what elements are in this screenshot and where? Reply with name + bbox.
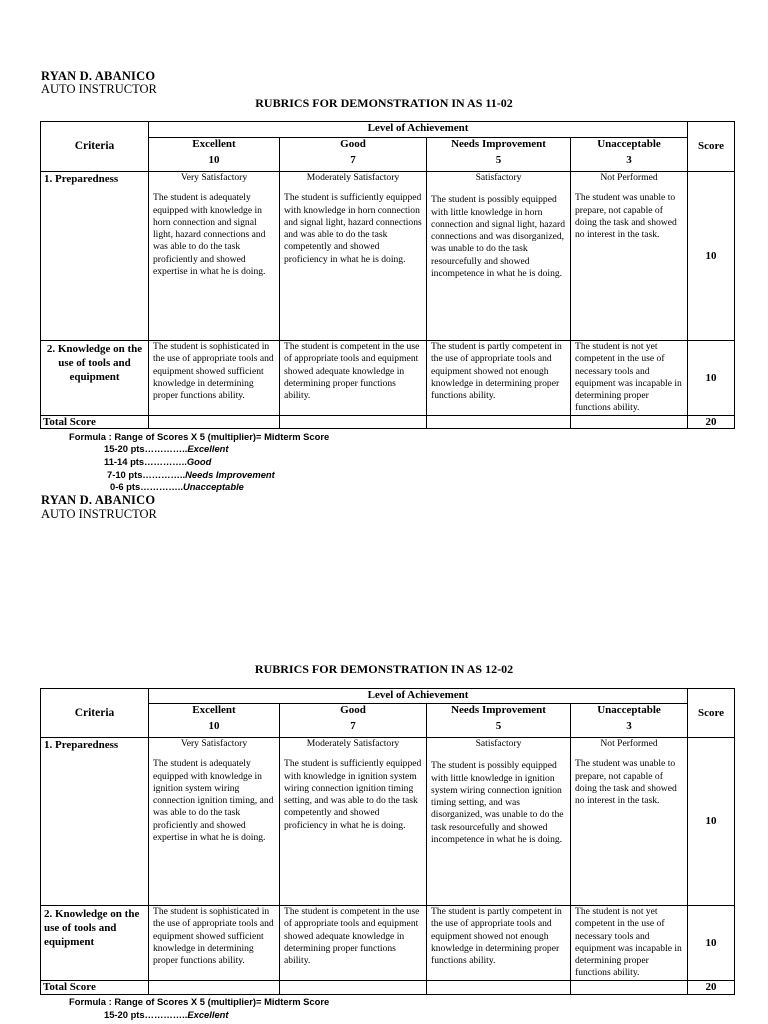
level-of-achievement-header: Level of Achievement <box>149 122 688 138</box>
formula-text: Formula : Range of Scores X 5 (multiplier)= Midterm Score <box>69 996 330 1007</box>
score-header: Score <box>688 122 735 172</box>
descriptor-cell: Moderately Satisfactory The student is sufficiently equipped with knowledge in ignition system wiring connection ignition timing setting, and was able to do the task competently and showed proficiency in what he is doing. <box>280 738 427 906</box>
rubric-table <box>40 121 735 429</box>
criteria-header: Criteria <box>41 689 149 738</box>
score-value: 10 <box>688 738 735 906</box>
descriptor-cell: The student is competent in the use of appropriate tools and equipment showed adequate knowledge in determining proper functions ability. <box>280 906 427 981</box>
score-value: 10 <box>688 906 735 981</box>
descriptor-cell: The student is competent in the use of appropriate tools and equipment showed adequate knowledge in determining proper functions ability. <box>280 341 427 416</box>
level-needs-improvement: Needs Improvement 5 <box>427 704 571 738</box>
rubric-title: RUBRICS FOR DEMONSTRATION IN AS 12-02 <box>254 662 514 676</box>
criterion-preparedness: 1. Preparedness <box>41 172 149 341</box>
rubric-table <box>40 688 735 995</box>
level-of-achievement-header: Level of Achievement <box>149 689 688 704</box>
level-unacceptable: Unacceptable 3 <box>571 704 688 738</box>
formula-text: Formula : Range of Scores X 5 (multiplier)= Midterm Score <box>69 431 330 442</box>
table-row <box>41 172 735 341</box>
descriptor-cell: The student is partly competent in the use of appropriate tools and equipment showed not enough knowledge in determining proper functions ability. <box>427 341 571 416</box>
score-value: 10 <box>688 341 735 416</box>
level-good: Good 7 <box>280 138 427 172</box>
grade-unacceptable: 0-6 pts…………..Unacceptable <box>110 481 244 492</box>
instructor-name: RYAN D. ABANICO <box>41 493 156 507</box>
grade-excellent: 15-20 pts…………..Excellent <box>104 443 229 454</box>
descriptor-cell: The student is not yet competent in the use of necessary tools and equipment was incapable in determining proper functions ability. <box>571 906 688 981</box>
total-score-value: 20 <box>688 415 735 428</box>
instructor-name: RYAN D. ABANICO <box>41 69 156 83</box>
total-score-value: 20 <box>688 980 735 994</box>
descriptor-cell: The student is not yet competent in the use of necessary tools and equipment was incapable in determining proper functions ability. <box>571 341 688 416</box>
criterion-knowledge-tools: 2. Knowledge on the use of tools and equipment <box>41 906 149 981</box>
level-excellent: Excellent 10 <box>149 704 280 738</box>
instructor-role: AUTO INSTRUCTOR <box>41 507 157 521</box>
criteria-header: Criteria <box>41 122 149 172</box>
descriptor-cell: Satisfactory The student is possibly equipped with little knowledge in ignition system wiring connection ignition timing setting, and was disorganized, was unable to do the task resourcefully and showed incompetence in what he is doing. <box>427 738 571 906</box>
rubric-title: RUBRICS FOR DEMONSTRATION IN AS 11-02 <box>255 96 513 110</box>
descriptor-cell: Not Performed The student was unable to prepare, not capable of doing the task and showed no interest in the task. <box>571 172 688 341</box>
level-unacceptable: Unacceptable 3 <box>571 138 688 172</box>
descriptor-cell: The student is sophisticated in the use of appropriate tools and equipment showed sufficient knowledge in determining proper functions ability. <box>149 341 280 416</box>
instructor-role: AUTO INSTRUCTOR <box>41 82 157 96</box>
level-excellent: Excellent 10 <box>149 138 280 172</box>
descriptor-cell: Moderately Satisfactory The student is sufficiently equipped with knowledge in horn connection and signal light, hazard connections and was able to do the task competently and showed proficiency in what he is doing. <box>280 172 427 341</box>
score-value: 10 <box>688 172 735 341</box>
descriptor-cell: Very Satisfactory The student is adequately equipped with knowledge in horn connection and signal light, hazard connections and was able to do the task proficiently and showed expertise in what he is doing. <box>149 172 280 341</box>
level-good: Good 7 <box>280 704 427 738</box>
criterion-knowledge-tools: 2. Knowledge on the use of tools and equipment <box>41 341 149 416</box>
descriptor-cell: The student is partly competent in the use of appropriate tools and equipment showed not enough knowledge in determining proper functions ability. <box>427 906 571 981</box>
descriptor-cell: Very Satisfactory The student is adequately equipped with knowledge in ignition system wiring connection ignition timing, and was able to do the task proficiently and showed expertise in what he is doing. <box>149 738 280 906</box>
descriptor-cell: Satisfactory The student is possibly equipped with little knowledge in horn connection and signal light, hazard connections and was disorganized, was unable to do the task resourcefully and showed incompetence in what he is doing. <box>427 172 571 341</box>
total-score-label: Total Score <box>41 415 149 428</box>
table-row <box>41 906 735 981</box>
grade-good: 11-14 pts…………..Good <box>104 456 212 467</box>
criterion-preparedness: 1. Preparedness <box>41 738 149 906</box>
grade-excellent: 15-20 pts…………..Excellent <box>104 1009 229 1020</box>
table-row <box>41 738 735 906</box>
total-score-label: Total Score <box>41 980 149 994</box>
table-row <box>41 341 735 416</box>
total-row <box>41 980 735 994</box>
total-row <box>41 415 735 428</box>
descriptor-cell: The student is sophisticated in the use of appropriate tools and equipment showed sufficient knowledge in determining proper functions ability. <box>149 906 280 981</box>
grade-needs-improvement: 7-10 pts…………..Needs Improvement <box>107 469 275 480</box>
score-header: Score <box>688 689 735 738</box>
level-needs-improvement: Needs Improvement 5 <box>427 138 571 172</box>
descriptor-cell: Not Performed The student was unable to prepare, not capable of doing the task and showed no interest in the task. <box>571 738 688 906</box>
